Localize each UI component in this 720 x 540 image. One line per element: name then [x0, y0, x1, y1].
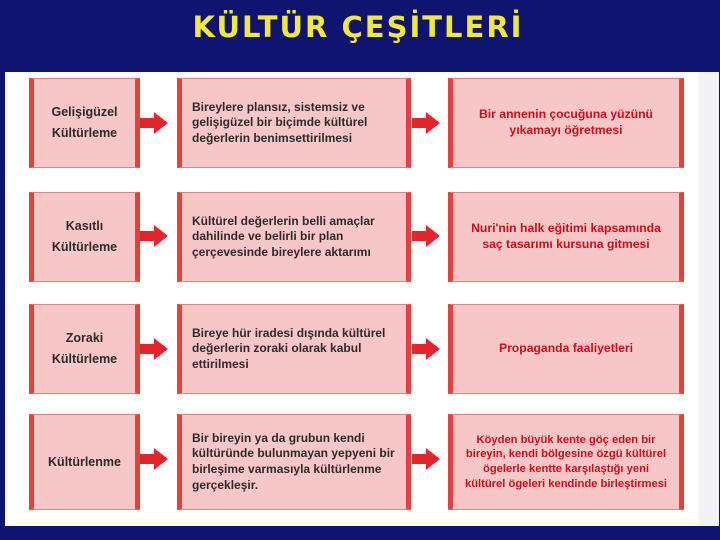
right-arrow-icon [411, 224, 441, 248]
row-2-label: Kasıtlı Kültürleme [51, 219, 118, 254]
row-3-label-box [29, 304, 140, 394]
row-4-label-box [29, 414, 140, 510]
row-4-description: Bir bireyin ya da grubun kendi kültüründe bulunmayan yepyeni bir birleşime varmasıyla kültürlenme gerçekleşir. [192, 430, 395, 492]
row-1-label-box [29, 78, 140, 168]
row-4-label: Kültürlenme [48, 454, 121, 469]
right-arrow-icon [411, 111, 441, 135]
right-arrow-icon [411, 337, 441, 361]
row-1-label: Gelişigüzel Kültürleme [51, 105, 118, 140]
row-2-example-box [448, 192, 684, 282]
row-4-example-box [448, 414, 684, 510]
row-3-description-box [177, 304, 411, 394]
row-1-example-box [448, 78, 684, 168]
right-arrow-icon [411, 447, 441, 471]
right-arrow-icon [139, 111, 169, 135]
row-3-example: Propaganda faaliyetleri [498, 341, 634, 356]
right-arrow-icon [139, 447, 169, 471]
page-title: KÜLTÜR ÇEŞİTLERİ [192, 10, 524, 44]
row-1-example: Bir annenin çocuğuna yüzünü yıkamayı öğretmesi [478, 107, 654, 137]
diagram-frame [5, 72, 698, 526]
row-1-description-box [177, 78, 411, 168]
row-2-label-box [29, 192, 140, 282]
row-3-label: Zoraki Kültürleme [51, 331, 118, 366]
row-4-example: Köyden büyük kente göç eden bir bireyin, kendi bölgesine özgü kültürel ögelerle kentte karşılaştığı yeni kültürel ögeleri kendinde birleştirmesi [464, 433, 668, 490]
row-2-description-box [177, 192, 411, 282]
row-4-description-box [177, 414, 411, 510]
row-1-description: Bireylere plansız, sistemsiz ve gelişigüzel bir biçimde kültürel değerlerin benimsettirilmesi [192, 99, 368, 145]
row-2-example: Nuri'nin halk eğitimi kapsamında saç tasarımı kursuna gitmesi [471, 221, 661, 251]
row-2-description: Kültürel değerlerin belli amaçlar dahilinde ve belirli bir plan çerçevesinde bireylere aktarımı [192, 213, 375, 259]
row-3-description: Bireye hür iradesi dışında kültürel değerlerin zoraki olarak kabul ettirilmesi [192, 325, 386, 371]
diagram-panel [5, 72, 719, 526]
row-3-example-box [448, 304, 684, 394]
slide-edge [698, 72, 719, 526]
right-arrow-icon [139, 224, 169, 248]
right-arrow-icon [139, 337, 169, 361]
